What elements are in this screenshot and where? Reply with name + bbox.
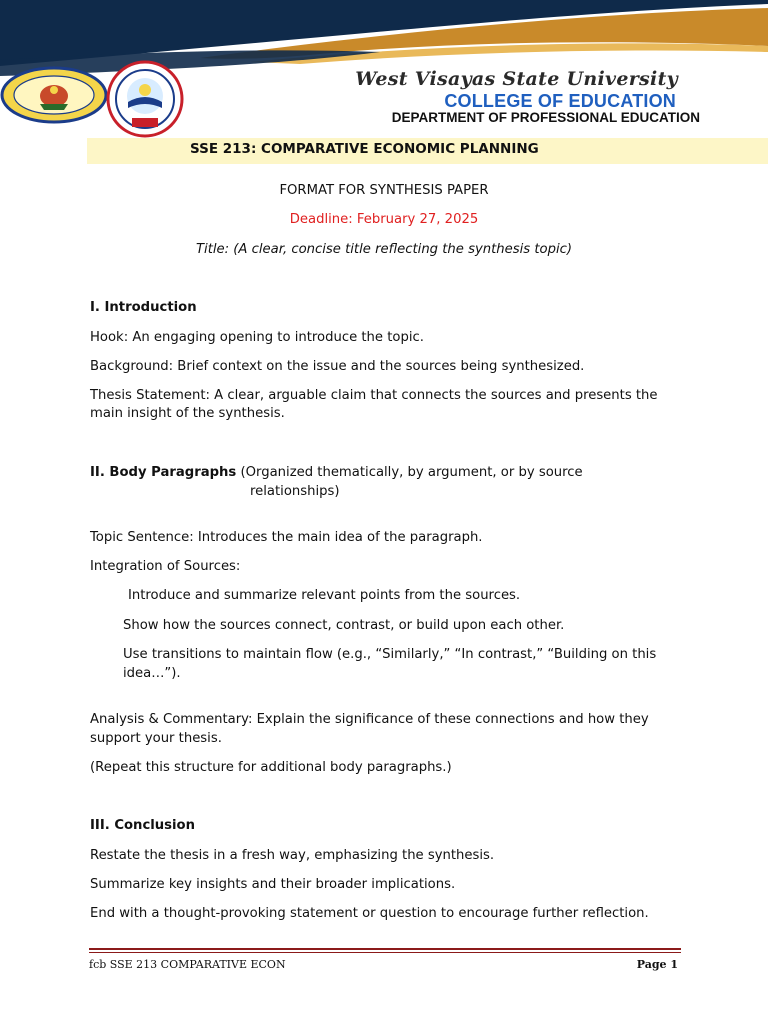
college-of-education-seal-logo [106, 60, 184, 138]
body-sub-item-2: Show how the sources connect, contrast, or build upon each other. [123, 618, 565, 633]
body-repeat-note: (Repeat this structure for additional body paragraphs.) [90, 760, 452, 775]
introduction-heading: I. Introduction [90, 300, 197, 315]
intro-background: Background: Brief context on the issue and the sources being synthesized. [90, 359, 585, 374]
footer-course-label: fcb SSE 213 COMPARATIVE ECON [89, 958, 286, 971]
body-heading-line [90, 463, 583, 482]
title-instruction: Title: (A clear, concise title reflecting the synthesis topic) [195, 242, 573, 257]
body-heading-note-1: (Organized thematically, by argument, or by source [240, 465, 583, 480]
body-analysis-line-1: Analysis & Commentary: Explain the significance of these connections and how they [90, 712, 649, 727]
college-name: COLLEGE OF EDUCATION [444, 91, 676, 111]
intro-thesis-line-1: Thesis Statement: A clear, arguable claim that connects the sources and presents the [90, 388, 658, 403]
body-sub-item-1: Introduce and summarize relevant points from the sources. [128, 588, 521, 603]
page-number: Page 1 [636, 958, 678, 971]
conclusion-heading: III. Conclusion [90, 818, 195, 833]
wvsu-seal-logo [0, 66, 108, 124]
department-name: DEPARTMENT OF PROFESSIONAL EDUCATION [391, 110, 700, 125]
conclusion-line-3: End with a thought-provoking statement or question to encourage further reflection. [90, 906, 649, 921]
conclusion-line-1: Restate the thesis in a fresh way, emphasizing the synthesis. [90, 848, 495, 863]
body-paragraphs-heading: II. Body Paragraphs [90, 465, 237, 480]
university-name: West Visayas State University [355, 68, 678, 90]
format-title: FORMAT FOR SYNTHESIS PAPER [279, 183, 489, 198]
footer-rule-thin [89, 952, 681, 953]
intro-hook: Hook: An engaging opening to introduce the topic. [90, 330, 424, 345]
intro-thesis-line-2: main insight of the synthesis. [90, 406, 285, 421]
body-analysis-line-2: support your thesis. [90, 731, 222, 746]
conclusion-line-2: Summarize key insights and their broader implications. [90, 877, 456, 892]
body-heading-note-2: relationships) [250, 484, 340, 499]
body-integration: Integration of Sources: [90, 559, 241, 574]
deadline: Deadline: February 27, 2025 [289, 212, 479, 227]
body-topic-sentence: Topic Sentence: Introduces the main idea of the paragraph. [90, 530, 483, 545]
body-sub-item-3-line-2: idea…”). [123, 666, 181, 681]
footer-rule [89, 948, 681, 950]
body-sub-item-3-line-1: Use transitions to maintain flow (e.g., “Similarly,” “In contrast,” “Building on this [123, 647, 657, 662]
course-title: SSE 213: COMPARATIVE ECONOMIC PLANNING [190, 141, 539, 157]
